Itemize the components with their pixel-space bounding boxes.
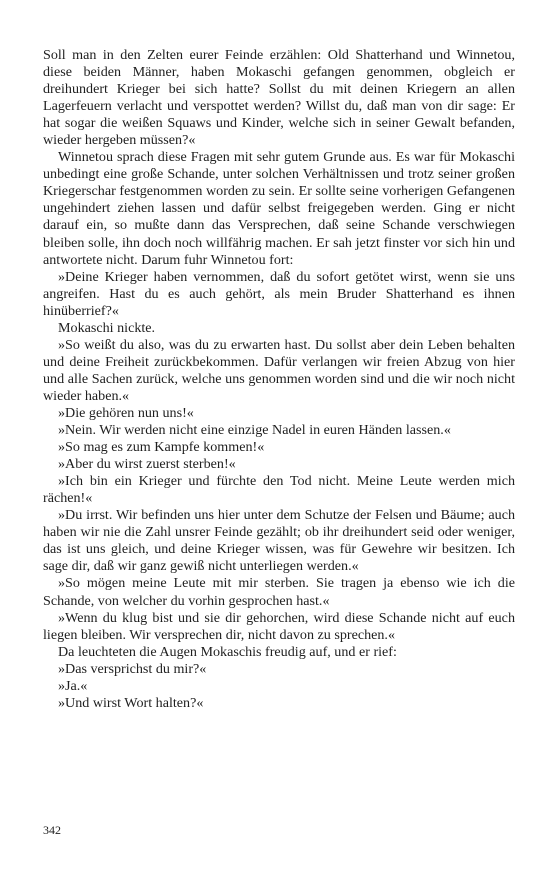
paragraph-12: »So mögen meine Leute mit mir sterben. Sie tragen ja ebenso wie ich die Schande, von welcher du vorhin gesprochen hast.« bbox=[43, 575, 515, 609]
paragraph-5: »So weißt du also, was du zu erwarten hast. Du sollst aber dein Leben behalten und deine Freiheit zurückbekommen. Dafür verlangen wir freien Abzug von hier und alle Sachen zurück, welche uns genommen worden sind und die wir noch nicht wieder haben.« bbox=[43, 336, 515, 404]
page-number: 342 bbox=[43, 823, 61, 837]
paragraph-3: »Deine Krieger haben vernommen, daß du sofort getötet wirst, wenn sie uns angreifen. Hast du es auch gehört, als mein Bruder Shatterhand es ihnen hinüberrief?« bbox=[43, 268, 515, 319]
paragraph-7: »Nein. Wir werden nicht eine einzige Nadel in euren Händen lassen.« bbox=[58, 422, 451, 439]
paragraph-10: »Ich bin ein Krieger und fürchte den Tod nicht. Meine Leute werden mich rächen!« bbox=[43, 473, 515, 507]
paragraph-2: Winnetou sprach diese Fragen mit sehr gutem Grunde aus. Es war für Mokaschi unbedingt eine große Schande, unter solchen Verhältnissen und trotz seiner großen Kriegerschar festgenommen worden zu sein. Er sollte seine vorherigen Gefangenen ungehindert ziehen lassen und dafür selbst freigegeben werden. Ging er nicht darauf ein, so mußte dann das Versprechen, daß seine Schande verschwiegen bleiben solle, ihn doch noch willfährig machen. Er sah jetzt finster vor sich hin und antwortete nicht. Darum fuhr Winnetou fort: bbox=[43, 149, 515, 268]
page-body bbox=[43, 47, 515, 712]
paragraph-15: »Das versprichst du mir?« bbox=[58, 660, 207, 677]
paragraph-9: »Aber du wirst zuerst sterben!« bbox=[58, 456, 236, 473]
paragraph-6: »Die gehören nun uns!« bbox=[58, 404, 194, 421]
paragraph-8: »So mag es zum Kampfe kommen!« bbox=[58, 439, 265, 456]
paragraph-13: »Wenn du klug bist und sie dir gehorchen, wird diese Schande nicht auf euch liegen bleiben. Wir versprechen dir, nicht davon zu sprechen.« bbox=[43, 609, 515, 643]
paragraph-17: »Und wirst Wort halten?« bbox=[58, 694, 204, 711]
paragraph-14: Da leuchteten die Augen Mokaschis freudig auf, und er rief: bbox=[58, 643, 397, 660]
paragraph-4: Mokaschi nickte. bbox=[58, 319, 156, 336]
paragraph-1: Soll man in den Zelten eurer Feinde erzählen: Old Shatterhand und Winnetou, diese beiden Männer, haben Mokaschi gefangen genommen, obgleich er dreihundert Krieger bei sich hatte? Sollst du mit deinen Kriegern an allen Lagerfeuern verlacht und verspottet werden? Willst du, daß man von dir sage: Er hat sogar die weißen Squaws und Kinder, welche sich in seiner Gewalt befanden, wieder hergeben müssen?« bbox=[43, 47, 515, 149]
paragraph-11: »Du irrst. Wir befinden uns hier unter dem Schutze der Felsen und Bäume; auch haben wir nie die Zahl unsrer Feinde gezählt; ob ihr dreihundert seid oder weniger, das ist uns gleich, und deine Krieger wissen, was für Gewehre wir besitzen. Ich sage dir, daß wir ganz gewiß nicht unterliegen werden.« bbox=[43, 507, 515, 575]
paragraph-16: »Ja.« bbox=[58, 677, 88, 694]
